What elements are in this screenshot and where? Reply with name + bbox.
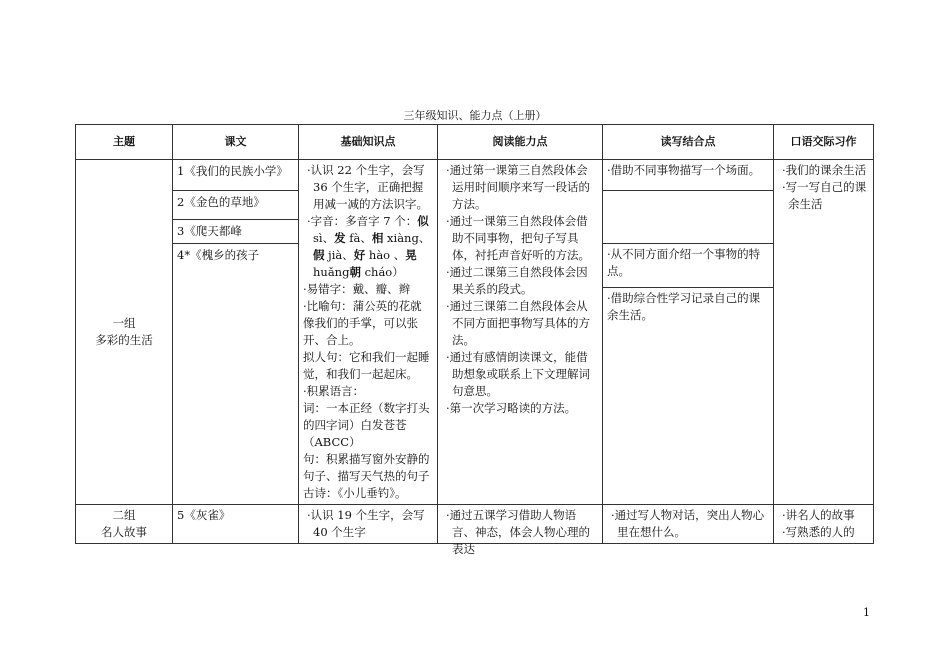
rw-cell: ·通过写人物对话，突出人物心里在想什么。 bbox=[603, 505, 774, 544]
table-row bbox=[76, 160, 874, 191]
knowledge-table bbox=[75, 124, 874, 556]
header-basics: 基础知识点 bbox=[299, 125, 438, 160]
rw-cell: ·从不同方面介绍一个事物的特点。 bbox=[603, 244, 774, 288]
oral-cell: ·讲名人的故事 ·写熟悉的人的 bbox=[774, 505, 874, 544]
rw-cell: ·借助综合性学习记录自己的课余生活。 bbox=[603, 288, 774, 505]
rw-cell bbox=[603, 191, 774, 244]
polyphone-line: ·字音：多音字 7 个：似 sì、发 fà、相 xiàng、假 jià、好 hào 、晃 huǎng朝 cháo） bbox=[307, 214, 431, 279]
table-row bbox=[76, 505, 874, 544]
lesson-cell: 3《爬天都峰 bbox=[173, 220, 299, 244]
document-title: 三年级知识、能力点（上册） bbox=[403, 109, 547, 122]
lesson-cell: 1《我们的民族小学》 bbox=[173, 160, 299, 191]
header-oral-writing: 口语交际习作 bbox=[774, 125, 874, 160]
theme-cell bbox=[76, 160, 173, 505]
lesson-cell: 2《金色的草地》 bbox=[173, 191, 299, 220]
rw-cell: ·借助不同事物描写一个场面。 bbox=[603, 160, 774, 191]
header-lesson: 课文 bbox=[173, 125, 299, 160]
theme-label: 一组 bbox=[112, 316, 136, 330]
lesson-cell: 5《灰雀》 bbox=[173, 505, 299, 544]
reading-cell: ·通过五课学习借助人物语言、神态，体会人物心理的表达 bbox=[438, 505, 603, 544]
lesson-cell: 4*《槐乡的孩子 bbox=[173, 244, 299, 505]
page-number: 1 bbox=[863, 606, 870, 619]
theme-label: 二组 bbox=[112, 508, 136, 522]
header-theme: 主题 bbox=[76, 125, 173, 160]
basics-cell: ·认识 22 个生字，会写 36 个生字，正确把握用减一减的方法识字。 ·字音：多音字 7 个：似 sì、发 fà、相 xiàng、假 jià、好 hào 、晃 huǎng朝 cháo） ·易错字：戴、瓣、辫 ·比喻句：蒲公英的花就像我们的手掌，可以张开、合上。 拟人句：它和我们一起睡觉，和我们一起起床。 ·积累语言： 词：一本正经（数字打头的四字词）白发苍苍（ABCC） 句：积累描写窗外安静的句子、描写天气热的句子 古诗：《小儿垂钓》。 bbox=[299, 160, 438, 505]
header-reading: 阅读能力点 bbox=[438, 125, 603, 160]
theme-label: 名人故事 bbox=[101, 525, 147, 539]
header-reading-writing: 读写结合点 bbox=[603, 125, 774, 160]
basics-cell: ·认识 19 个生字，会写 40 个生字 bbox=[299, 505, 438, 544]
reading-cell: ·通过第一课第三自然段体会运用时间顺序来写一段话的方法。 ·通过一课第三自然段体会借助不同事物，把句子写具体，衬托声音好听的方法。 ·通过二课第三自然段体会因果关系的段式。 ·通过三课第二自然段体会从不同方面把事物写具体的方法。 ·通过有感情朗读课文，能借助想象或联系上下文理解词句意思。 ·第一次学习略读的方法。 bbox=[438, 160, 603, 505]
oral-cell: ·我们的课余生活 ·写一写自己的课余生活 bbox=[774, 160, 874, 505]
theme-label: 多彩的生活 bbox=[95, 333, 153, 347]
header-row bbox=[76, 125, 874, 160]
theme-cell bbox=[76, 505, 173, 544]
